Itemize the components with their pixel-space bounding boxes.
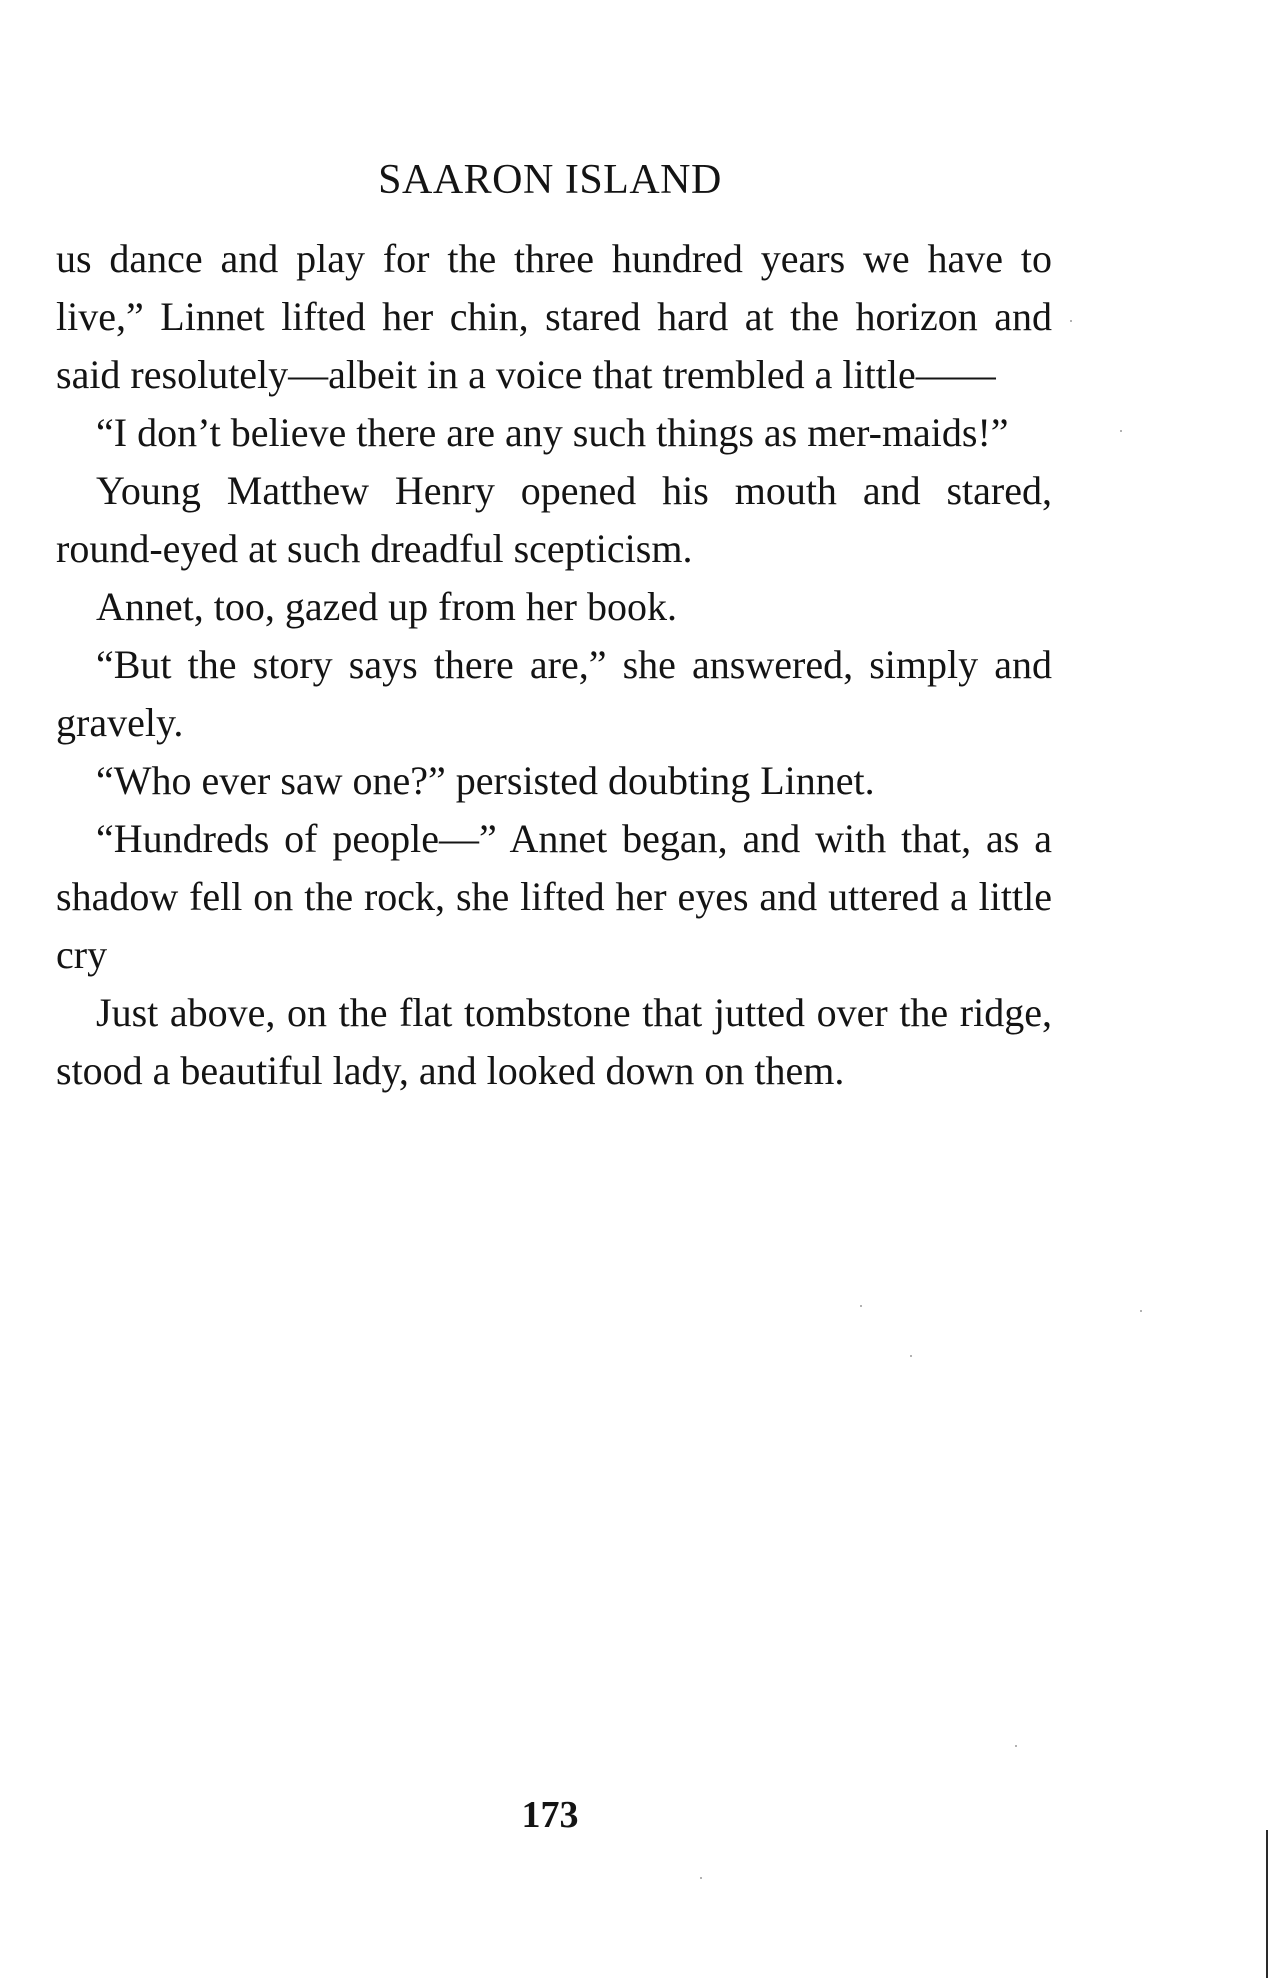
paragraph: “Who ever saw one?” persisted doubting Linnet. bbox=[96, 758, 875, 803]
scan-speck bbox=[910, 1355, 912, 1357]
paragraph: us dance and play for the three hundred years we have to live,” Linnet lifted her chin, stared hard at the horizon and said resolutely—albeit in a voice that trembled a little—— bbox=[56, 236, 1052, 397]
page-number: 173 bbox=[521, 1794, 579, 1836]
scan-speck bbox=[860, 1305, 862, 1307]
paragraph: “But the story says there are,” she answered, simply and gravely. bbox=[56, 642, 1052, 745]
scan-speck bbox=[1070, 320, 1072, 322]
scan-speck bbox=[700, 1877, 702, 1879]
paragraph: “I don’t believe there are any such things as mer-maids!” bbox=[96, 410, 1009, 455]
paragraph: “Hundreds of people—” Annet began, and with that, as a shadow fell on the rock, she lifted her eyes and uttered a little cry bbox=[56, 816, 1052, 977]
scan-speck bbox=[1015, 1745, 1017, 1747]
running-head: SAARON ISLAND bbox=[378, 157, 722, 203]
body-text bbox=[56, 230, 1052, 1100]
paragraph: Young Matthew Henry opened his mouth and stared, round-eyed at such dreadful scepticism. bbox=[56, 468, 1052, 571]
paragraph: Just above, on the flat tombstone that jutted over the ridge, stood a beautiful lady, and looked down on them. bbox=[56, 990, 1052, 1093]
scan-speck bbox=[1140, 1310, 1142, 1312]
paragraph: Annet, too, gazed up from her book. bbox=[96, 584, 677, 629]
scan-speck bbox=[1120, 430, 1122, 432]
